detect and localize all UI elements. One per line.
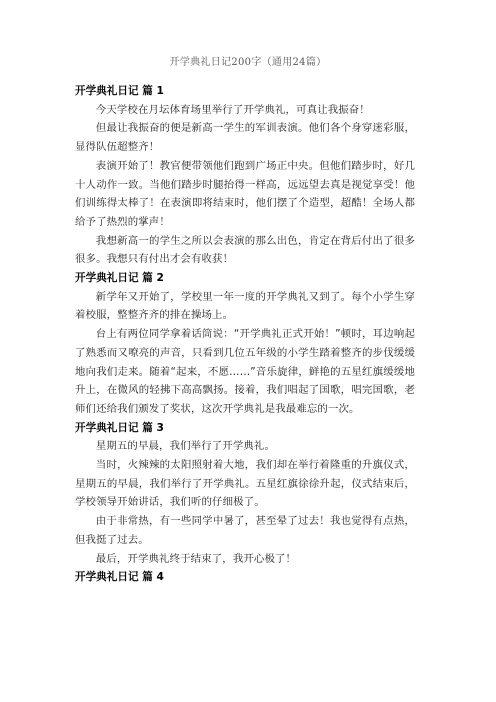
paragraph: 我想新高一的学生之所以会表演的那么出色，肯定在背后付出了很多很多。我想只有付出才会有收获！ <box>75 234 415 266</box>
section-heading: 开学典礼日记 篇 1 <box>75 85 164 97</box>
section-4 <box>75 568 415 587</box>
document-title: 开学典礼日记200字（通用24篇） <box>169 57 327 68</box>
section-heading: 开学典礼日记 篇 4 <box>75 571 164 584</box>
paragraph: 星期五的早晨，我们举行了开学典礼。 <box>95 440 275 453</box>
paragraph: 表演开始了！教官便带领他们跑到广场正中央。但他们踏步时，好几十人动作一致。当他们踏步时腿抬得一样高，远远望去真是视觉享受！他们训练得太棒了！在表演即将结束时，他们摆了个造型，超酷！全场人都给予了热烈的掌声！ <box>75 159 415 228</box>
paragraph: 台上有两位同学拿着话筒说：“开学典礼正式开始！”顿时，耳边响起了熟悉而又嘹亮的声音，只看到几位五年级的小学生踏着整齐的步伐缓缓地向我们走来。随着“起来，不愿……”音乐旋律，鲜艳的五星红旗缓缓地升上，在微风的轻拂下高高飘扬。接着，我们唱起了国歌，唱完国歌，老师们还给我们颁发了奖状，这次开学典礼是我最难忘的一次。 <box>75 328 415 415</box>
paragraph: 新学年又开始了，学校里一年一度的开学典礼又到了。每个小学生穿着校服，整整齐齐的排在操场上。 <box>75 290 415 322</box>
paragraph: 当时，火辣辣的太阳照射着大地，我们却在举行着隆重的升旗仪式，星期五的早晨，我们举行了开学典礼。五星红旗徐徐升起，仪式结束后，学校领导开始讲话，我们听的仔细极了。 <box>75 459 415 509</box>
section-heading: 开学典礼日记 篇 2 <box>75 272 164 285</box>
section-3 <box>75 419 415 569</box>
section-heading: 开学典礼日记 篇 3 <box>75 421 164 434</box>
section-1 <box>75 82 415 269</box>
paragraph: 但最让我振奋的便是新高一学生的军训表演。他们各个身穿迷彩服，显得队伍超整齐！ <box>75 122 415 154</box>
paragraph: 由于非常热，有一些同学中暑了，甚至晕了过去！我也觉得有点热，但我挺了过去。 <box>75 515 415 546</box>
paragraph: 今天学校在月坛体育场里举行了开学典礼，可真让我振奋！ <box>95 103 370 116</box>
paragraph: 最后，开学典礼终于结束了，我开心极了！ <box>95 552 297 565</box>
document-body <box>75 82 415 587</box>
section-2 <box>75 269 415 419</box>
